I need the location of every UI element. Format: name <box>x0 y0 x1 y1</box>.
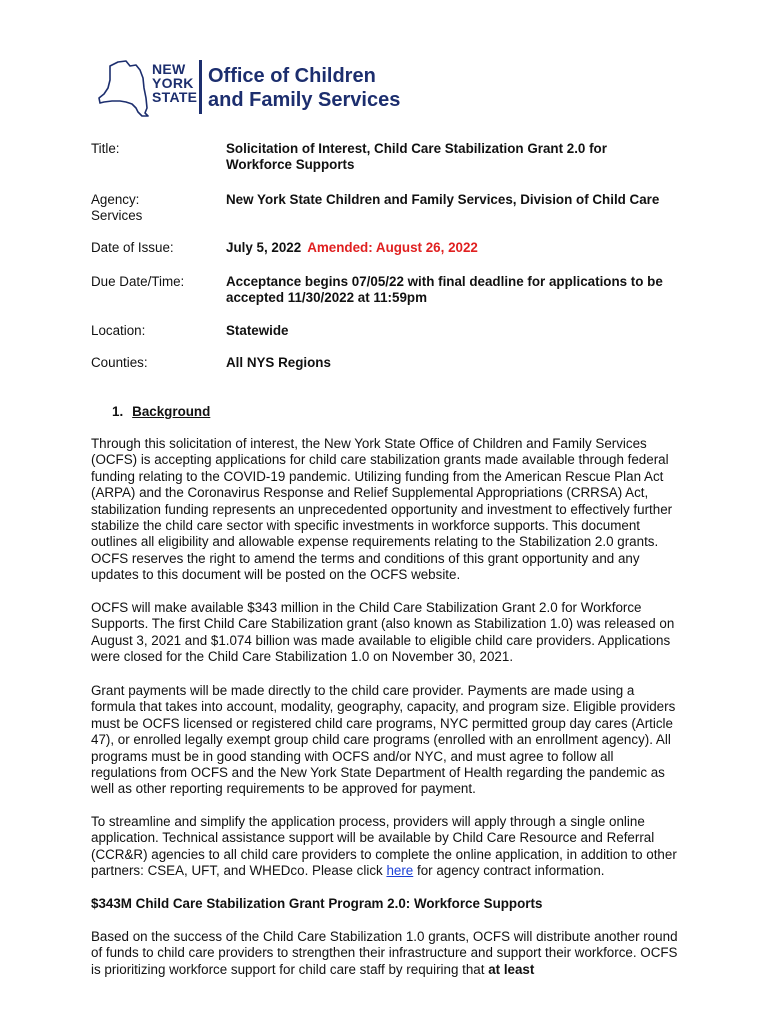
title-label: Title: <box>91 141 120 156</box>
logo-divider <box>199 60 202 114</box>
due-value: Acceptance begins 07/05/22 with final deadline for applications to be accepted 11/30/2022 at 11:59pm <box>226 274 663 305</box>
agency-label: Agency: Services <box>91 192 143 223</box>
location-label: Location: <box>91 323 146 338</box>
location-value: Statewide <box>226 323 289 338</box>
date-label: Date of Issue: <box>91 240 174 255</box>
paragraph-workforce: Based on the success of the Child Care Stabilization 1.0 grants, OCFS will distribute another round of funds to child care providers to strengthen their infrastructure and support their workforce. OCFS is prioritizing workforce support for child care staff by requiring that at least <box>91 929 678 977</box>
paragraph-funding: OCFS will make available $343 million in the Child Care Stabilization Grant 2.0 for Workforce Supports. The first Child Care Stabilization grant (also known as Stabilization 1.0) was released on August 3, 2021 and $1.074 billion was made available to eligible child care providers. Applications were closed for the Child Care Stabilization 1.0 on November 30, 2021. <box>91 600 675 665</box>
logo-state-text: NEW YORK STATE <box>152 61 198 105</box>
logo-org-name: Office of Children and Family Services <box>208 65 401 111</box>
agency-contract-link[interactable]: here <box>386 863 414 879</box>
paragraph-application: To streamline and simplify the application process, providers will apply through a single online application. Technical assistance support will be available by Child Care Resource and Referral (CCR&R) agencies to all child care providers to complete the online application, in addition to other partners: CSEA, UFT, and WHEDco. Please click here for agency contract information. <box>91 814 677 879</box>
paragraph-intro: Through this solicitation of interest, the New York State Office of Children and Family Services (OCFS) is accepting applications for child care stabilization grants made available through federal funding relating to the COVID-19 pandemic. Utilizing funding from the American Rescue Plan Act (ARPA) and the Coronavirus Response and Relief Supplemental Appropriations (CRRSA) Act, stabilization funding represents an unprecedented opportunity and investment to effectively further stabilize the child care sector with specific investments in workforce supports. This document outlines all eligibility and allowable expense requirements relating to the Stabilization 2.0 grants. OCFS reserves the right to amend the terms and conditions of this grant opportunity and any updates to this document will be posted on the OCFS website. <box>91 436 673 583</box>
amended-date: Amended: August 26, 2022 <box>307 240 478 255</box>
section-number: 1. <box>112 404 124 419</box>
workforce-subheading: $343M Child Care Stabilization Grant Program 2.0: Workforce Supports <box>91 896 543 911</box>
title-value: Solicitation of Interest, Child Care Stabilization Grant 2.0 for Workforce Supports <box>226 141 607 172</box>
new-york-state-map-icon <box>96 58 152 120</box>
ocfs-logo <box>96 58 426 124</box>
section-heading <box>112 404 210 419</box>
counties-label: Counties: <box>91 355 148 370</box>
paragraph-payments: Grant payments will be made directly to the child care provider. Payments are made using a formula that takes into account, modality, geography, capacity, and program size. Eligible providers must be OCFS licensed or registered child care programs, NYC permitted group day cares (Article 47), or enrolled legally exempt group child care programs (enrolled with an enrollment agency). All programs must be in good standing with OCFS and/or NYC, and must agree to follow all regulations from OCFS and the New York State Department of Health regarding the pandemic as well as other reporting requirements to be approved for payment. <box>91 683 676 797</box>
section-title: Background <box>132 404 211 419</box>
date-value: July 5, 2022 Amended: August 26, 2022 <box>226 240 478 255</box>
due-label: Due Date/Time: <box>91 274 185 289</box>
counties-value: All NYS Regions <box>226 355 331 370</box>
agency-value: New York State Children and Family Services, Division of Child Care <box>226 192 660 207</box>
